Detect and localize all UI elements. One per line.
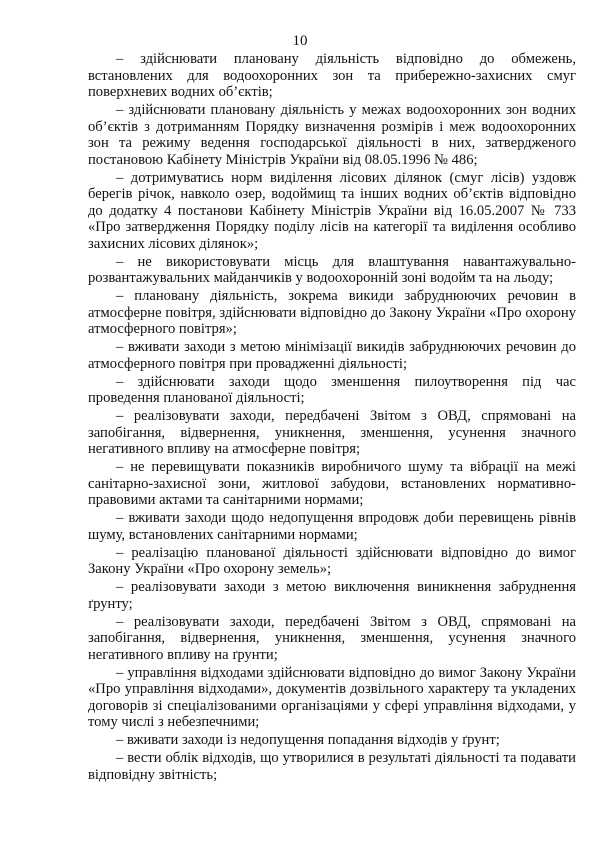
paragraph: – вести облік відходів, що утворилися в результаті діяльності та подавати відповідну звітність; xyxy=(88,750,576,783)
paragraph: – реалізовувати заходи з метою виключення виникнення забруднення ґрунту; xyxy=(88,579,576,612)
document-body xyxy=(88,51,576,785)
paragraph: – здійснювати плановану діяльність у межах водоохоронних зон водних об’єктів з дотриманням Порядку визначення розмірів і меж водоохоронних зон та режиму ведення господарської діяльності в них, затвердженого постановою Кабінету Міністрів України від 08.05.1996 № 486; xyxy=(88,102,576,168)
paragraph: – реалізовувати заходи, передбачені Звітом з ОВД, спрямовані на запобігання, відвернення, уникнення, зменшення, усунення значного негативного впливу на ґрунти; xyxy=(88,613,576,663)
paragraph: – вживати заходи з метою мінімізації викидів забруднюючих речовин до атмосферного повітря при провадженні діяльності; xyxy=(88,339,576,372)
paragraph: – здійснювати плановану діяльність відповідно до обмежень, встановлених для водоохоронних зон та прибережно-захисних смуг поверхневих водних об’єктів; xyxy=(88,51,576,100)
paragraph: – дотримуватись норм виділення лісових ділянок (смуг лісів) уздовж берегів річок, навколо озер, водоймищ та інших водних об’єктів відповідно до додатку 4 постанови Кабінету Міністрів України від 16.05.2007 № 733 «Про затвердження Порядку поділу лісів на категорії та виділення особливо захисних лісових ділянок»; xyxy=(88,169,576,252)
paragraph: – вживати заходи щодо недопущення впродовж доби перевищень рівнів шуму, встановлених санітарними нормами; xyxy=(88,510,576,543)
paragraph: – реалізовувати заходи, передбачені Звітом з ОВД, спрямовані на запобігання, відвернення, уникнення, зменшення, усунення значного негативного впливу на атмосферне повітря; xyxy=(88,408,576,457)
paragraph: – не перевищувати показників виробничого шуму та вібрації на межі санітарно-захисної зони, житлової забудови, встановлених нормативно-правовими актами та санітарними нормами; xyxy=(88,459,576,508)
paragraph: – реалізацію планованої діяльності здійснювати відповідно до вимог Закону України «Про охорону земель»; xyxy=(88,544,576,577)
paragraph: – плановану діяльність, зокрема викиди забруднюючих речовин в атмосферне повітря, здійснювати відповідно до Закону України «Про охорону атмосферного повітря»; xyxy=(88,288,576,337)
paragraph: – не використовувати місць для влаштування навантажувально-розвантажувальних майданчиків у водоохоронній зоні водойм та на льоду; xyxy=(88,253,576,286)
paragraph: – управління відходами здійснювати відповідно до вимог Закону України «Про управління відходами», документів дозвільного характеру та укладених договорів зі спеціалізованими організаціями у сфері управління відходами, у тому числі з небезпечними; xyxy=(88,664,576,730)
paragraph: – здійснювати заходи щодо зменшення пилоутворення під час проведення планованої діяльності; xyxy=(88,373,576,406)
page-number: 10 xyxy=(292,33,308,49)
paragraph: – вживати заходи із недопущення попадання відходів у ґрунт; xyxy=(116,732,500,748)
